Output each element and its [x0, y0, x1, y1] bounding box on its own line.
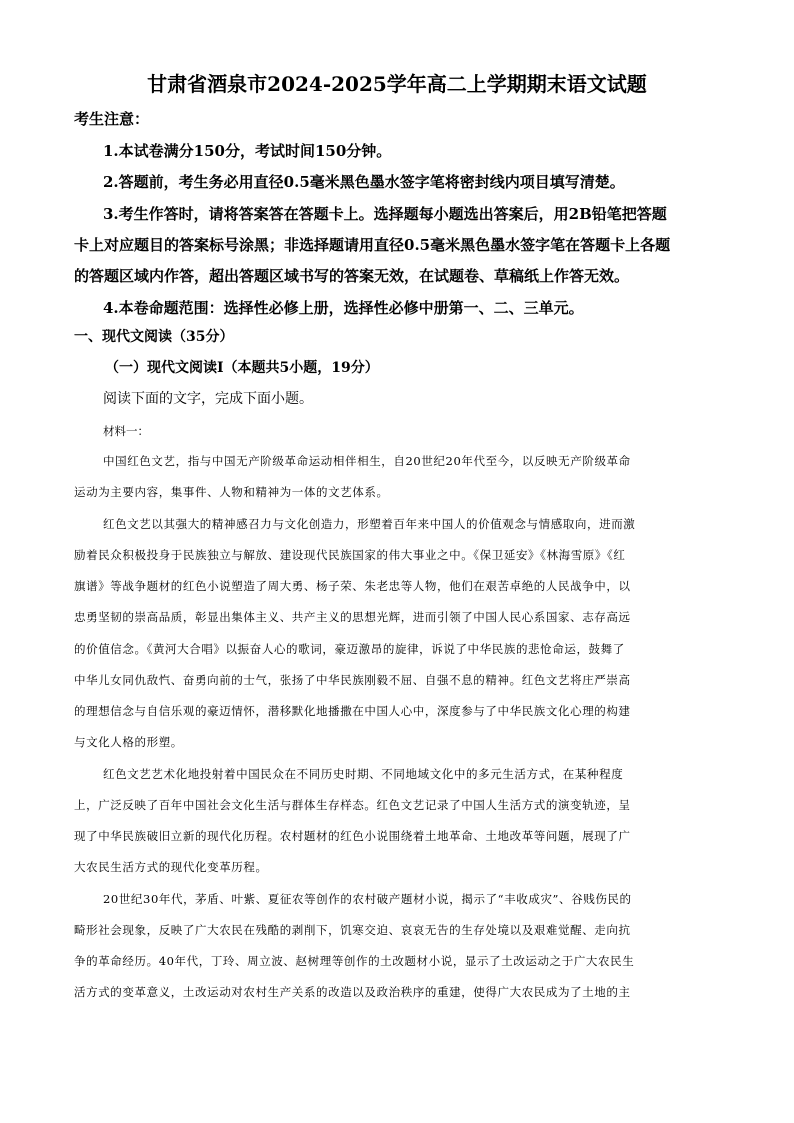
notice-heading: 考生注意： [74, 110, 150, 128]
passage-line: 大农民生活方式的现代化变革历程。 [74, 860, 268, 874]
passage-line: 运动为主要内容，集事件、人物和精神为一体的文艺体系。 [74, 485, 389, 499]
passage-line: 中华儿女同仇敌忾、奋勇向前的士气，张扬了中华民族刚毅不屈、自强不息的精神。红色文艺将庄严崇高 [74, 673, 631, 687]
subsection-heading: （一）现代文阅读Ⅰ（本题共5小题，19分） [105, 360, 379, 376]
passage-line: 与文化人格的形塑。 [74, 735, 183, 749]
notice-item-3-line-2: 卡上对应题目的答案标号涂黑；非选择题请用直径0.5毫米黑色墨水签字笔在答题卡上各题 [74, 236, 671, 254]
notice-item-3-line-1: 3.考生作答时，请将答案答在答题卡上。选择题每小题选出答案后，用2B铅笔把答题 [103, 205, 667, 223]
passage-line: 20世纪30年代，茅盾、叶紫、夏征农等创作的农村破产题材小说，揭示了“丰收成灾”、谷贱伤民的 [103, 892, 632, 906]
notice-item-2: 2.答题前，考生务必用直径0.5毫米黑色墨水签字笔将密封线内项目填写清楚。 [103, 173, 625, 191]
notice-item-4: 4.本卷命题范围：选择性必修上册，选择性必修中册第一、二、三单元。 [103, 299, 584, 317]
notice-item-3-line-3: 的答题区域内作答，超出答题区域书写的答案无效，在试题卷、草稿纸上作答无效。 [74, 267, 630, 285]
material-label: 材料一： [103, 424, 149, 438]
passage-line: 活方式的变革意义，土改运动对农村生产关系的改造以及政治秩序的重建，使得广大农民成为了土地的主 [74, 985, 631, 999]
passage-line: 畸形社会现象，反映了广大农民在残酷的剥削下，饥寒交迫、哀哀无告的生存处境以及艰难觉醒、走向抗 [74, 923, 631, 937]
reading-instruction: 阅读下面的文字，完成下面小题。 [103, 391, 313, 407]
passage-line: 的价值信念。《黄河大合唱》以振奋人心的歌词，豪迈激昂的旋律，诉说了中华民族的悲怆命运，鼓舞了 [74, 642, 625, 656]
passage-line: 争的革命经历。40年代，丁玲、周立波、赵树理等创作的土改题材小说，显示了土改运动之于广大农民生 [74, 954, 635, 968]
passage-line: 的理想信念与自信乐观的豪迈情怀，潜移默化地播撒在中国人心中，深度参与了中华民族文化心理的构建 [74, 704, 631, 718]
passage-line: 中国红色文艺，指与中国无产阶级革命运动相伴相生，自20世纪20年代至今，以反映无产阶级革命 [103, 454, 631, 468]
passage-line: 红色文艺艺术化地投射着中国民众在不同历史时期、不同地域文化中的多元生活方式，在某种程度 [103, 767, 624, 781]
document-title: 甘肃省酒泉市2024-2025学年高二上学期期末语文试题 [147, 72, 647, 96]
passage-line: 忠勇坚韧的崇高品质，彰显出集体主义、共产主义的思想光辉，进而引领了中国人民心系国家、志存高远 [74, 610, 631, 624]
section-heading: 一、现代文阅读（35分） [74, 329, 234, 345]
passage-line: 旗谱》等战争题材的红色小说塑造了周大勇、杨子荣、朱老忠等人物，他们在艰苦卓绝的人民战争中，以 [74, 579, 631, 593]
passage-line: 励着民众积极投身于民族独立与解放、建设现代民族国家的伟大事业之中。《保卫延安》《林海雪原》《红 [74, 548, 626, 562]
passage-line: 上，广泛反映了百年中国社会文化生活与群体生存样态。红色文艺记录了中国人生活方式的演变轨迹，呈 [74, 798, 631, 812]
notice-item-1: 1.本试卷满分150分，考试时间150分钟。 [103, 142, 392, 160]
passage-line: 红色文艺以其强大的精神感召力与文化创造力，形塑着百年来中国人的价值观念与情感取向，进而激 [103, 517, 636, 531]
passage-line: 现了中华民族破旧立新的现代化历程。农村题材的红色小说围绕着土地革命、土地改革等问题，展现了广 [74, 829, 631, 843]
